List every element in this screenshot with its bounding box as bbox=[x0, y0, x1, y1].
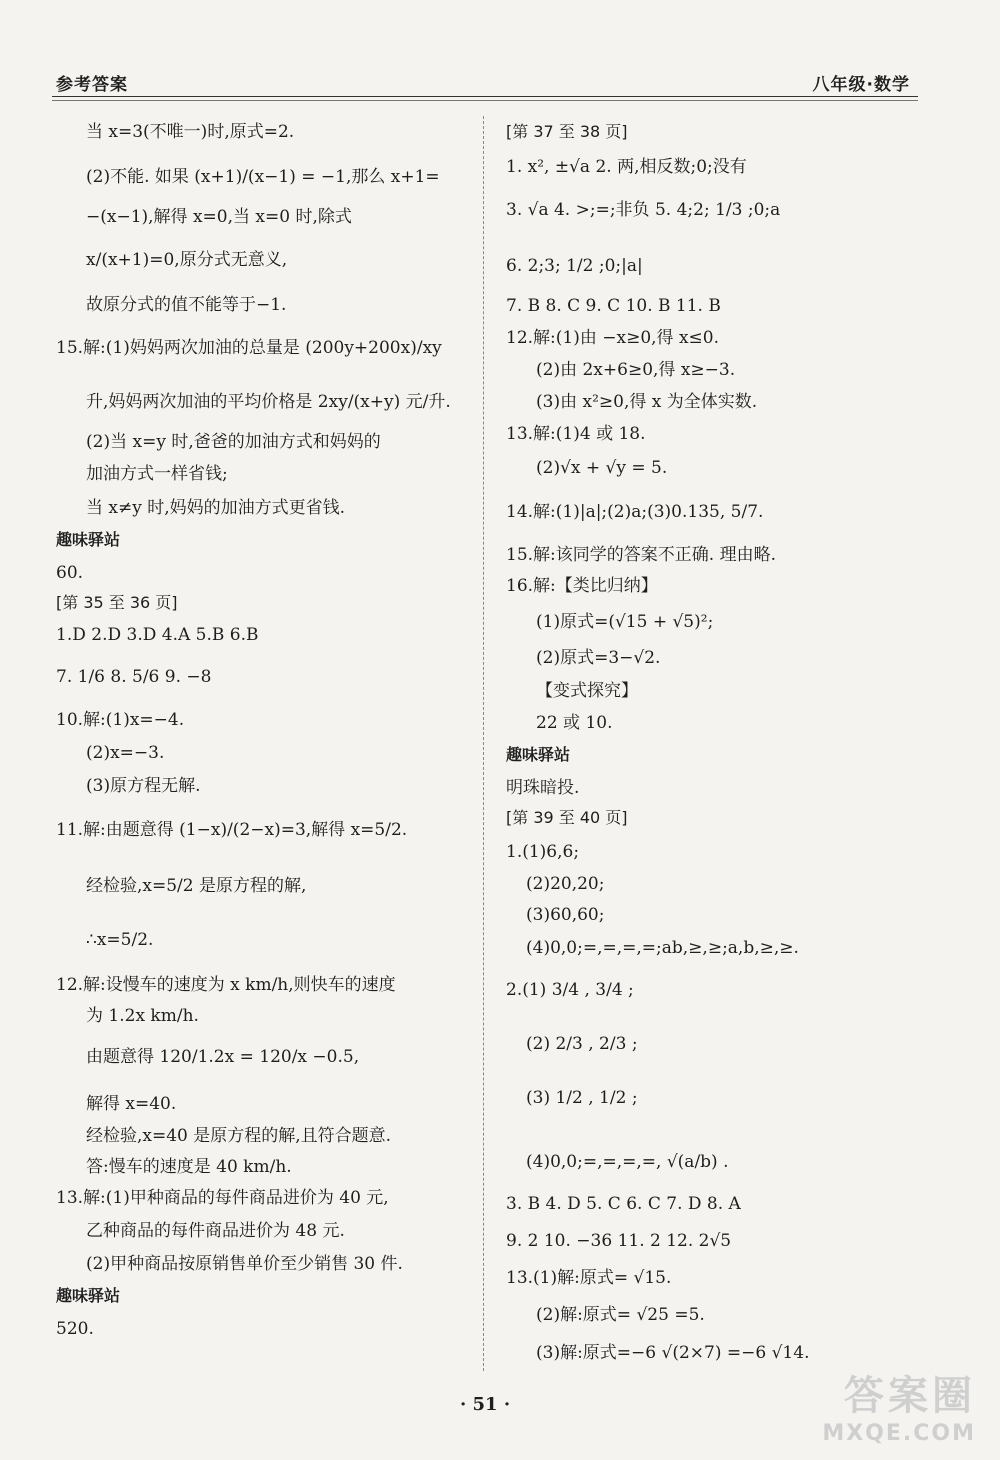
answer-line: (2)不能. 如果 (x+1)/(x−1) = −1,那么 x+1= bbox=[86, 167, 440, 187]
answer-line: (2)x=−3. bbox=[86, 743, 165, 763]
answer-line: 乙种商品的每件商品进价为 48 元. bbox=[86, 1221, 345, 1241]
header-rule-thin bbox=[52, 100, 918, 101]
answer-line: (4)0,0;=,=,=,=;ab,≥,≥;a,b,≥,≥. bbox=[526, 938, 799, 958]
answer-line: (4)0,0;=,=,=,=, √(a/b) . bbox=[526, 1152, 729, 1172]
watermark-logo-text: 答案圈 bbox=[844, 1373, 976, 1419]
answer-line: 为 1.2x km/h. bbox=[86, 1006, 199, 1026]
answer-line: 15.解:该同学的答案不正确. 理由略. bbox=[506, 545, 776, 565]
answer-line: (2)当 x=y 时,爸爸的加油方式和妈妈的 bbox=[86, 432, 381, 452]
section-heading: 趣味驿站 bbox=[56, 1286, 121, 1305]
answer-line: 6. 2;3; 1/2 ;0;|a| bbox=[506, 256, 643, 276]
watermark bbox=[822, 1364, 976, 1446]
section-heading: 趣味驿站 bbox=[506, 745, 571, 764]
section-heading: 趣味驿站 bbox=[56, 530, 121, 549]
answer-line: (2) 2/3 , 2/3 ; bbox=[526, 1034, 638, 1054]
page-range-heading: [第 39 至 40 页] bbox=[506, 808, 628, 827]
answer-line: 13.解:(1)甲种商品的每件商品进价为 40 元, bbox=[56, 1188, 389, 1208]
answer-line: 22 或 10. bbox=[536, 713, 613, 733]
header-title-left: 参考答案 bbox=[56, 75, 128, 95]
answer-line: (3) 1/2 , 1/2 ; bbox=[526, 1088, 638, 1108]
answer-line: 明珠暗投. bbox=[506, 778, 580, 798]
answer-line: 10.解:(1)x=−4. bbox=[56, 710, 185, 730]
answer-line: 3. B 4. D 5. C 6. C 7. D 8. A bbox=[506, 1194, 741, 1214]
watermark-url: MXQE.COM bbox=[822, 1421, 976, 1446]
answer-line: 3. √a 4. >;=;非负 5. 4;2; 1/3 ;0;a bbox=[506, 200, 781, 220]
answer-line: 13.(1)解:原式= √15. bbox=[506, 1268, 672, 1288]
answer-line: 520. bbox=[56, 1319, 94, 1339]
answer-line: −(x−1),解得 x=0,当 x=0 时,除式 bbox=[86, 207, 352, 227]
answer-line: 15.解:(1)妈妈两次加油的总量是 (200y+200x)/xy bbox=[56, 338, 442, 358]
answer-line: 由题意得 120/1.2x = 120/x −0.5, bbox=[86, 1047, 360, 1067]
answer-line: (3)60,60; bbox=[526, 905, 605, 925]
column-divider bbox=[483, 116, 484, 1371]
answer-line: x/(x+1)=0,原分式无意义, bbox=[86, 250, 288, 270]
answer-line: 升,妈妈两次加油的平均价格是 2xy/(x+y) 元/升. bbox=[86, 392, 451, 412]
answer-line: 9. 2 10. −36 11. 2 12. 2√5 bbox=[506, 1231, 732, 1251]
answer-line: 答:慢车的速度是 40 km/h. bbox=[86, 1157, 292, 1177]
page-range-heading: [第 37 至 38 页] bbox=[506, 122, 628, 141]
answer-line: (3)原方程无解. bbox=[86, 776, 201, 796]
answer-line: (2)原式=3−√2. bbox=[536, 648, 661, 668]
page-number: · 51 · bbox=[460, 1394, 511, 1415]
answer-line: 经检验,x=40 是原方程的解,且符合题意. bbox=[86, 1126, 392, 1146]
answer-line: 当 x≠y 时,妈妈的加油方式更省钱. bbox=[86, 498, 346, 518]
answer-line: 7. 1/6 8. 5/6 9. −8 bbox=[56, 667, 212, 687]
answer-line: 加油方式一样省钱; bbox=[86, 464, 228, 484]
answer-line: 1.D 2.D 3.D 4.A 5.B 6.B bbox=[56, 625, 259, 645]
header-rule bbox=[52, 96, 918, 97]
answer-line: 1. x², ±√a 2. 两,相反数;0;没有 bbox=[506, 157, 747, 177]
answer-line: 12.解:设慢车的速度为 x km/h,则快车的速度 bbox=[56, 975, 396, 995]
answer-line: (2)由 2x+6≥0,得 x≥−3. bbox=[536, 360, 736, 380]
answer-line: 2.(1) 3/4 , 3/4 ; bbox=[506, 980, 634, 1000]
answer-line: (1)原式=(√15 + √5)²; bbox=[536, 612, 714, 632]
answer-line: 16.解:【类比归纳】 bbox=[506, 576, 658, 596]
answer-line: (2)甲种商品按原销售单价至少销售 30 件. bbox=[86, 1254, 403, 1274]
answer-line: 当 x=3(不唯一)时,原式=2. bbox=[86, 122, 295, 142]
answer-line: (3)由 x²≥0,得 x 为全体实数. bbox=[536, 392, 758, 412]
answer-line: 【变式探究】 bbox=[536, 681, 638, 701]
answer-line: 7. B 8. C 9. C 10. B 11. B bbox=[506, 296, 721, 316]
answer-line: 1.(1)6,6; bbox=[506, 842, 580, 862]
answer-line: (2)√x + √y = 5. bbox=[536, 458, 668, 478]
answer-line: 14.解:(1)|a|;(2)a;(3)0.135, 5/7. bbox=[506, 502, 764, 522]
answer-line: ∴x=5/2. bbox=[86, 930, 154, 950]
answer-line: 12.解:(1)由 −x≥0,得 x≤0. bbox=[506, 328, 719, 348]
header-title-right: 八年级·数学 bbox=[812, 75, 910, 95]
answer-line: 60. bbox=[56, 563, 84, 583]
answer-line: (2)解:原式= √25 =5. bbox=[536, 1305, 705, 1325]
answer-line: (3)解:原式=−6 √(2×7) =−6 √14. bbox=[536, 1343, 810, 1363]
answer-line: 经检验,x=5/2 是原方程的解, bbox=[86, 876, 307, 896]
page-range-heading: [第 35 至 36 页] bbox=[56, 593, 178, 612]
answer-line: 11.解:由题意得 (1−x)/(2−x)=3,解得 x=5/2. bbox=[56, 820, 408, 840]
answer-line: (2)20,20; bbox=[526, 874, 605, 894]
answer-line: 故原分式的值不能等于−1. bbox=[86, 295, 287, 315]
answer-line: 13.解:(1)4 或 18. bbox=[506, 424, 646, 444]
answer-line: 解得 x=40. bbox=[86, 1094, 177, 1114]
